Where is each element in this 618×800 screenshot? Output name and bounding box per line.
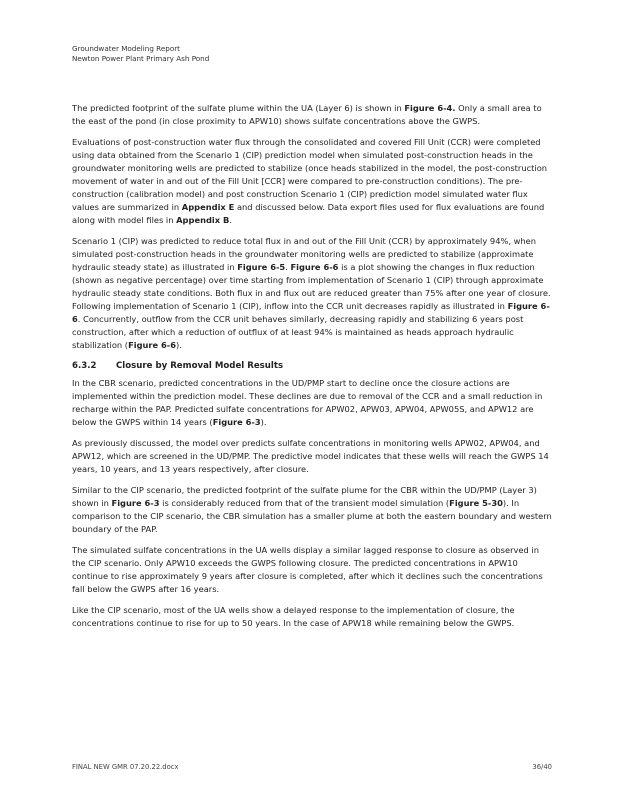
page-number: 36/40: [532, 763, 552, 771]
text-run: The predicted footprint of the sulfate plume within the UA (Layer 6) is shown in: [72, 103, 405, 113]
text-run: ).: [260, 417, 267, 427]
section-heading: [72, 360, 552, 373]
bold-reference: Appendix B: [176, 215, 230, 225]
paragraph: [72, 377, 552, 429]
text-run: ).: [176, 340, 182, 350]
text-run: Similar to the CIP scenario, the predicted footprint of the sulfate plume for the CBR within the UD/PMP (Layer 3) shown in: [72, 485, 537, 508]
bold-reference: Appendix E: [181, 202, 235, 212]
bold-reference: Figure 6-4.: [404, 103, 456, 113]
bold-reference: Figure 6-5: [237, 262, 286, 272]
page-footer: [72, 763, 552, 771]
text-run: is considerably reduced from that of the transient model simulation (: [159, 498, 450, 508]
page-header: [72, 44, 209, 63]
text-run: Only a small area to the east of the pond (in close proximity to APW10) shows sulfate concentrations above the GWPS.: [72, 103, 542, 126]
paragraph: [72, 604, 552, 630]
bold-reference: Figure 6-3: [212, 417, 261, 427]
bold-reference: Figure 6-6: [72, 301, 550, 324]
text-run: In the CBR scenario, predicted concentrations in the UD/PMP start to decline once the closure actions are implemented within the prediction model. These declines are due to removal of the CCR and a small reduction in recharge within the PAP. Predicted sulfate concentrations for APW02, APW03, APW04, APW05S, and APW12 are below the GWPS within 14 years (: [72, 378, 543, 427]
paragraph: [72, 235, 552, 352]
text-run: .: [285, 262, 291, 272]
paragraph: [72, 544, 552, 596]
header-site-name: Newton Power Plant Primary Ash Pond: [72, 53, 210, 63]
text-run: .: [229, 215, 232, 225]
header-report-title: Groundwater Modeling Report: [72, 44, 181, 53]
text-run: Scenario 1 (CIP) was predicted to reduce total flux in and out of the Fill Unit (CCR) by approximately 94%, when simulated post-construction heads in the groundwater monitoring wells are predicted to stabilize (approximate hydraulic steady state) as illustrated in: [72, 236, 537, 272]
document-body: [72, 102, 552, 638]
paragraph-group-2: [72, 377, 552, 630]
paragraph: [72, 484, 552, 536]
text-run: As previously discussed, the model over predicts sulfate concentrations in monitoring wells APW02, APW04, and APW12, which are screened in the UD/PMP. The predictive model indicates that these wells will reach the GWPS 14 years, 10 years, and 13 years respectively, after closure.: [72, 438, 549, 474]
text-run: and discussed below. Data export files used for flux evaluations are found along with model files in: [72, 202, 545, 225]
text-run: Evaluations of post-construction water flux through the consolidated and covered Fill Unit (CCR) were completed using data obtained from the Scenario 1 (CIP) prediction model when simulated post-construction heads in the groundwater monitoring wells are predicted to stabilize (once heads stabilized in the model, the post-construction movement of water in and out of the Fill Unit [CCR] were compared to pre-construction conditions). The pre-construction (calibration model) and post construction Scenario 1 (CIP) prediction model simulated water flux values are summarized in: [72, 137, 548, 212]
paragraph: [72, 102, 552, 128]
paragraph: [72, 136, 552, 227]
text-run: . Concurrently, outflow from the CCR unit behaves similarly, decreasing rapidly and stabilizing 6 years post construction, after which a reduction of outflux of at least 94% is maintained as heads approach hydraulic stabilization (: [72, 314, 524, 350]
text-run: ). In comparison to the CIP scenario, the CBR simulation has a smaller plume at both the eastern boundary and western boundary of the PAP.: [72, 498, 552, 534]
bold-reference: Figure 6-6: [128, 340, 177, 350]
bold-reference: Figure 6-6: [290, 262, 339, 272]
paragraph: [72, 437, 552, 476]
section-title: Closure by Removal Model Results: [116, 361, 284, 371]
text-run: The simulated sulfate concentrations in the UA wells display a similar lagged response to closure as observed in the CIP scenario. Only APW10 exceeds the GWPS following closure. The predicted concentrations in APW10 continue to rise approximately 9 years after closure is completed, after which it declines such the concentrations fall below the GWPS after 16 years.: [72, 545, 543, 594]
text-run: Like the CIP scenario, most of the UA wells show a delayed response to the implementation of closure, the concentrations continue to rise for up to 50 years. In the case of APW18 while remaining below the GWPS.: [72, 605, 515, 628]
section-number: 6.3.2: [72, 361, 97, 371]
paragraph-group-1: [72, 102, 552, 352]
bold-reference: Figure 5-30: [449, 498, 503, 508]
text-run: is a plot showing the changes in flux reduction (shown as negative percentage) over time starting from implementation of Scenario 1 (CIP) through approximate hydraulic steady state conditions. Both flux in and flux out are reduced greater than 75% after one year of closure. Following implementation of Scenario 1 (CIP), inflow into the CCR unit decreases rapidly as illustrated in: [72, 262, 551, 311]
bold-reference: Figure 6-3: [111, 498, 160, 508]
footer-filename: FINAL NEW GMR 07.20.22.docx: [72, 763, 179, 771]
